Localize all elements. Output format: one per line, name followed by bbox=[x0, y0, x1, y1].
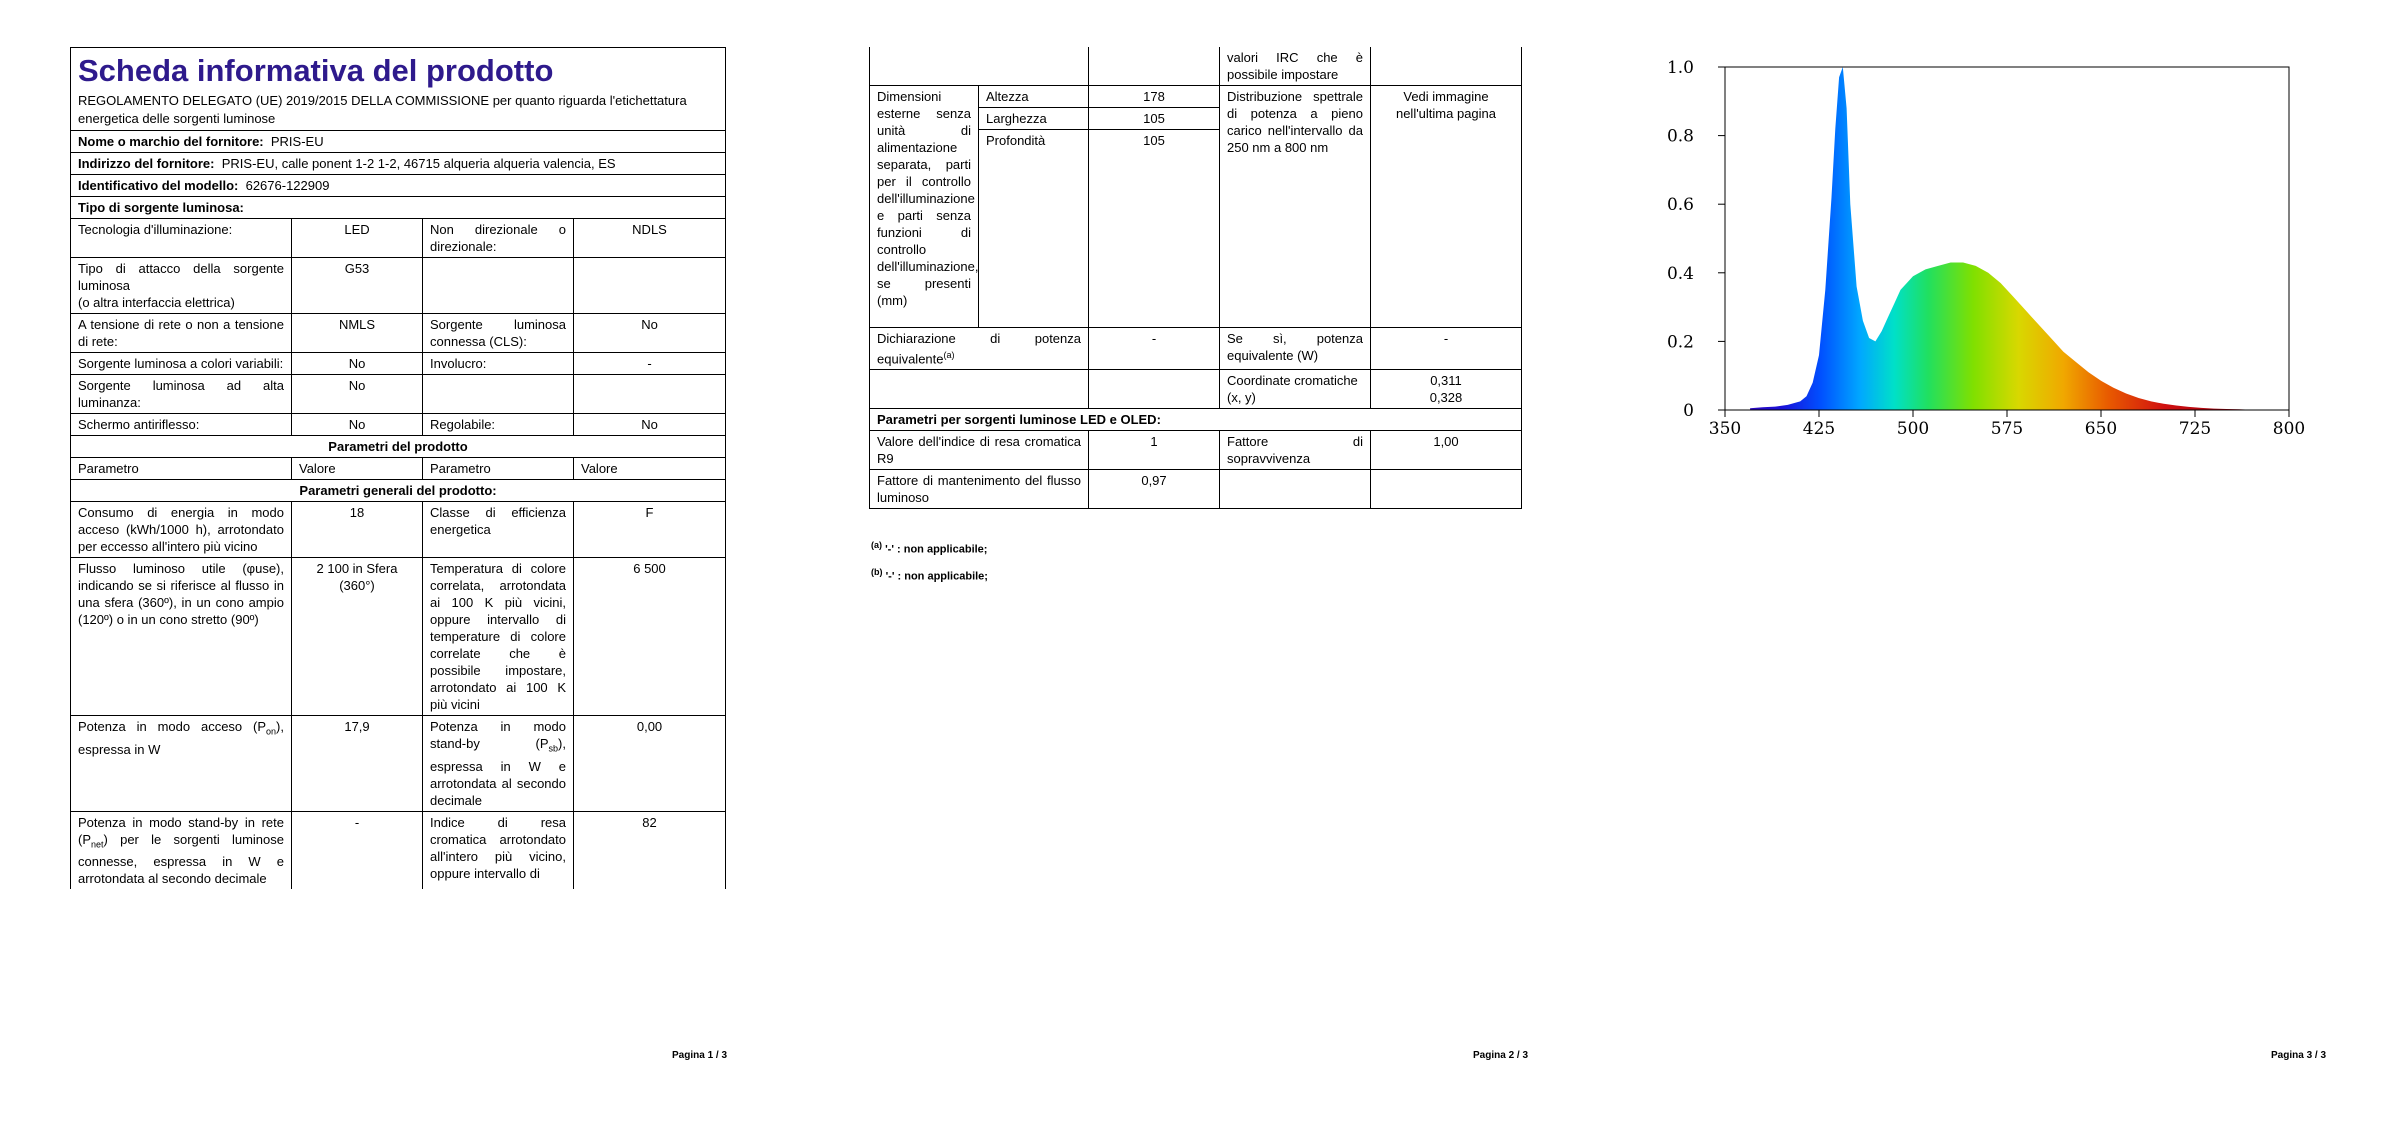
cct-value: 6 500 bbox=[574, 558, 726, 716]
chromaticity-value: 0,311 0,328 bbox=[1371, 370, 1522, 409]
spectrum-area bbox=[1750, 67, 2264, 410]
connected-label: Sorgente luminosa connessa (CLS): bbox=[423, 314, 574, 353]
product-info-table bbox=[70, 47, 726, 889]
pnet-value: - bbox=[292, 811, 423, 889]
psb-label: Potenza in modo stand-by $(P_{sb})$, espressa in W e arrotondata al secondo decimale bbox=[423, 716, 574, 812]
flux-value: 2 100 in Sfera (360°) bbox=[292, 558, 423, 716]
cct-label: Temperatura di colore correlata, arrotondata ai 100 K più vicini, oppure intervallo di temperature di colore correlate che è possibile impostare, arrotondato ai 100 K più vicini bbox=[423, 558, 574, 716]
efficiency-label: Classe di efficienza energetica bbox=[423, 502, 574, 558]
cap-value: G53 bbox=[292, 258, 423, 314]
product-info-table-cont bbox=[869, 47, 1522, 509]
mains-value: NMLS bbox=[292, 314, 423, 353]
pnet-label: Potenza in modo stand-by in rete $(P_{net})$ per le sorgenti luminose connesse, espressa in W e arrotondata al secondo decimale bbox=[71, 811, 292, 889]
y-tick-label: 0.4 bbox=[1666, 263, 1694, 284]
column-headers bbox=[71, 458, 726, 480]
page-number: Pagina 2 / 3 bbox=[1473, 1050, 1529, 1061]
x-tick-label: 575 bbox=[1990, 419, 2024, 439]
survival-factor-label: Fattore di sopravvivenza bbox=[1220, 431, 1371, 470]
x-tick-label: 350 bbox=[1708, 419, 1742, 439]
colour-tunable-value: No bbox=[292, 353, 423, 375]
equivalent-power-claim-label: Dichiarazione di potenza equivalente$^{(a)}$ bbox=[870, 328, 1089, 370]
lumen-maintenance-label: Fattore di mantenimento del flusso luminoso bbox=[870, 470, 1089, 509]
supplier-name-value: PRIS-EU bbox=[270, 134, 324, 149]
equivalent-power-value: - bbox=[1371, 328, 1522, 370]
dimensions-label: Dimensioni esterne senza unità di alimentazione separata, parti per il controllo dell'illuminazione e parti senza funzioni di controllo dell'illuminazione, se presenti (mm) bbox=[870, 86, 979, 328]
tech-label: Tecnologia d'illuminazione: bbox=[71, 219, 292, 258]
led-params-header: Parametri per sorgenti luminose LED e OLED: bbox=[870, 409, 1522, 431]
envelope-value: - bbox=[574, 353, 726, 375]
chromaticity-label: Coordinate cromatiche (x, y) bbox=[1220, 370, 1371, 409]
depth-label: Profondità bbox=[979, 130, 1089, 328]
cap-label-cell bbox=[71, 258, 292, 314]
supplier-name-row bbox=[71, 131, 726, 153]
energy-label: Consumo di energia in modo acceso (kWh/1000 h), arrotondato per eccesso all'intero più vicino bbox=[71, 502, 292, 558]
col-param-header: Parametro bbox=[71, 458, 292, 480]
general-params-header: Parametri generali del prodotto: bbox=[71, 480, 726, 502]
x-tick-label: 425 bbox=[1802, 419, 1836, 439]
model-label: Identificativo del modello: bbox=[78, 178, 239, 193]
supplier-name-label: Nome o marchio del fornitore: bbox=[78, 134, 264, 149]
page-title: Scheda informativa del prodotto bbox=[78, 53, 554, 88]
y-tick-label: 0.8 bbox=[1666, 126, 1694, 147]
antiglare-label: Schermo antiriflesso: bbox=[71, 414, 292, 436]
y-tick-label: 0.6 bbox=[1666, 195, 1694, 216]
y-tick-label: 1.0 bbox=[1666, 58, 1694, 78]
y-tick-label: 0 bbox=[1683, 401, 1694, 421]
footnotes bbox=[871, 534, 988, 587]
r9-value: 1 bbox=[1089, 431, 1220, 470]
col-value-header: Valore bbox=[292, 458, 423, 480]
survival-factor-value: 1,00 bbox=[1371, 431, 1522, 470]
pon-label: Potenza in modo acceso $(P_{on})$, espressa in W bbox=[71, 716, 292, 812]
page-1 bbox=[0, 0, 795, 1123]
pon-value: 17,9 bbox=[292, 716, 423, 812]
efficiency-value: F bbox=[574, 502, 726, 558]
directional-label: Non direzionale o direzionale: bbox=[423, 219, 574, 258]
spd-label: Distribuzione spettrale di potenza a pieno carico nell'intervallo da 250 nm a 800 nm bbox=[1220, 86, 1371, 328]
depth-value: 105 bbox=[1089, 130, 1220, 328]
flux-label: Flusso luminoso utile (φuse), indicando se si riferisce al flusso in una sfera (360º), in un cono ampio (120º) o in un cono stretto (90º) bbox=[71, 558, 292, 716]
cap-label-note: (o altra interfaccia elettrica) bbox=[78, 295, 235, 310]
directional-value: NDLS bbox=[574, 219, 726, 258]
cri-value: 82 bbox=[574, 811, 726, 889]
cri-label: Indice di resa cromatica arrotondato all'intero più vicino, oppure intervallo di bbox=[423, 811, 574, 889]
footnote-b: $^{(b)}$ '-' : non applicabile; bbox=[871, 566, 988, 583]
supplier-address-label: Indirizzo del fornitore: bbox=[78, 156, 215, 171]
plot-area bbox=[1667, 58, 2305, 439]
supplier-address-value: PRIS-EU, calle ponent 1-2 1-2, 46715 alqueria alqueria valencia, ES bbox=[221, 156, 616, 171]
width-value: 105 bbox=[1089, 108, 1220, 130]
colour-tunable-label: Sorgente luminosa a colori variabili: bbox=[71, 353, 292, 375]
dimmable-value: No bbox=[574, 414, 726, 436]
cap-label: Tipo di attacco della sorgente luminosa bbox=[78, 261, 284, 293]
model-row bbox=[71, 175, 726, 197]
r9-label: Valore dell'indice di resa cromatica R9 bbox=[870, 431, 1089, 470]
source-type-row bbox=[71, 197, 726, 219]
model-value: 62676-122909 bbox=[245, 178, 330, 193]
antiglare-value: No bbox=[292, 414, 423, 436]
footnote-a: $^{(a)}$ '-' : non applicabile; bbox=[871, 540, 988, 556]
page-number: Pagina 1 / 3 bbox=[672, 1050, 728, 1061]
x-tick-label: 800 bbox=[2272, 419, 2306, 439]
x-tick-label: 650 bbox=[2084, 419, 2118, 439]
mains-label: A tensione di rete o non a tensione di rete: bbox=[71, 314, 292, 353]
height-value: 178 bbox=[1089, 86, 1220, 108]
envelope-label: Involucro: bbox=[423, 353, 574, 375]
col-param-header-2: Parametro bbox=[423, 458, 574, 480]
source-type-label: Tipo di sorgente luminosa: bbox=[78, 200, 244, 215]
equivalent-power-label: Se sì, potenza equivalente (W) bbox=[1220, 328, 1371, 370]
y-tick-label: 0.2 bbox=[1666, 332, 1694, 353]
tech-value: LED bbox=[292, 219, 423, 258]
psb-value: 0,00 bbox=[574, 716, 726, 812]
high-luminance-value: No bbox=[292, 375, 423, 414]
connected-value: No bbox=[574, 314, 726, 353]
supplier-address-row bbox=[71, 153, 726, 175]
x-tick-label: 725 bbox=[2178, 419, 2212, 439]
dimmable-label: Regolabile: bbox=[423, 414, 574, 436]
product-params-header: Parametri del prodotto bbox=[71, 436, 726, 458]
energy-value: 18 bbox=[292, 502, 423, 558]
page-2 bbox=[795, 0, 1589, 1123]
high-luminance-label: Sorgente luminosa ad alta luminanza: bbox=[71, 375, 292, 414]
height-label: Altezza bbox=[979, 86, 1089, 108]
lumen-maintenance-value: 0,97 bbox=[1089, 470, 1220, 509]
width-label: Larghezza bbox=[979, 108, 1089, 130]
spectral-distribution-chart bbox=[1589, 0, 2382, 500]
page-3 bbox=[1589, 0, 2382, 1123]
title-cell bbox=[71, 48, 726, 131]
cri-label-continued: valori IRC che è possibile impostare bbox=[1220, 47, 1371, 86]
regulation-subtitle: REGOLAMENTO DELEGATO (UE) 2019/2015 DELLA COMMISSIONE per quanto riguarda l'etichettatura energetica delle sorgenti luminose bbox=[78, 93, 687, 126]
equivalent-power-claim-value: - bbox=[1089, 328, 1220, 370]
page-number: Pagina 3 / 3 bbox=[2271, 1050, 2327, 1061]
col-value-header-2: Valore bbox=[574, 458, 726, 480]
spd-value: Vedi immagine nell'ultima pagina bbox=[1371, 86, 1522, 328]
x-tick-label: 500 bbox=[1896, 419, 1930, 439]
